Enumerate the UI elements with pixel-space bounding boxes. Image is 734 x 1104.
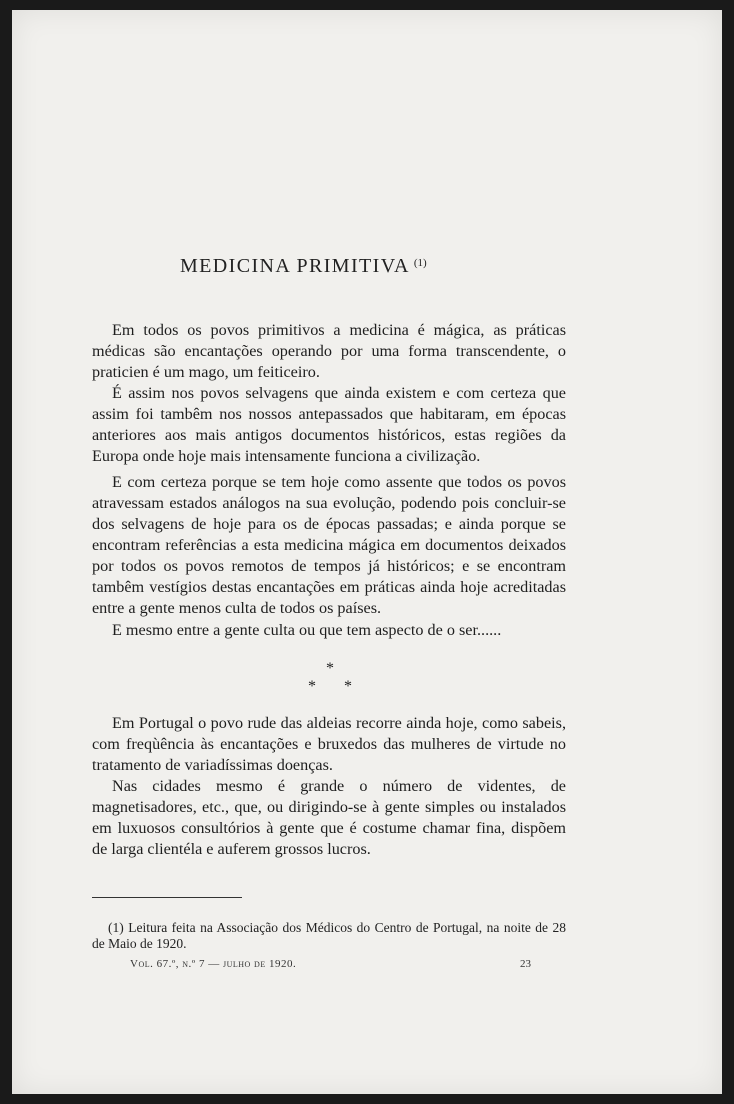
paragraph-4: E mesmo entre a gente culta ou que tem aspecto de o ser......	[112, 621, 502, 639]
section-separator	[300, 660, 360, 700]
paragraph-3: E com certeza porque se tem hoje como assente que todos os povos atravessam estados análogos na sua evolução, podendo pois concluir-se dos selvagens de hoje para os de épocas passadas; e ainda porque se encontram referências a esta medicina mágica em documentos deixados por todos os povos remotos de tempos já históricos; e se encontram tambêm vestígios destas encantações em práticas ainda hoje acreditadas entre a gente menos culta de todos os países.	[92, 473, 566, 617]
page-title	[180, 255, 580, 278]
title-footnote-marker: (1)	[413, 257, 427, 269]
separator-star-top: *	[326, 660, 334, 677]
separator-star-left: *	[308, 678, 316, 695]
paragraph-5: Em Portugal o povo rude das aldeias recorre ainda hoje, como sabeis, com freqùência às encantações e bruxedos das mulheres de virtude no tratamento de variadíssimas doenças.	[92, 714, 566, 774]
paragraph-2: É assim nos povos selvagens que ainda existem e com certeza que assim foi tambêm nos nossos antepassados que habitaram, em épocas anteriores aos mais antigos documentos históricos, estas regiões da Europa onde hoje mais intensamente funciona a civilização.	[92, 384, 566, 465]
footnote: (1) Leitura feita na Associação dos Médicos do Centro de Portugal, na noite de 28 de Maio de 1920.	[92, 920, 566, 951]
volume-info: Vol. 67.º, n.º 7 — julho de 1920.	[130, 958, 297, 970]
page-number: 23	[520, 958, 531, 970]
footnote-divider	[92, 897, 242, 898]
paragraph-1: Em todos os povos primitivos a medicina é mágica, as práticas médicas são encantações operando por uma forma transcendente, o praticien é um mago, um feiticeiro.	[92, 321, 566, 381]
paragraph-6: Nas cidades mesmo é grande o número de videntes, de magnetisadores, etc., que, ou dirigindo-se à gente simples ou instalados em luxuosos consultórios à gente que é costume chamar fina, dispõem de larga clientéla e auferem grossos lucros.	[92, 777, 566, 858]
separator-star-right: *	[344, 678, 352, 695]
title-text: MEDICINA PRIMITIVA	[180, 255, 410, 277]
